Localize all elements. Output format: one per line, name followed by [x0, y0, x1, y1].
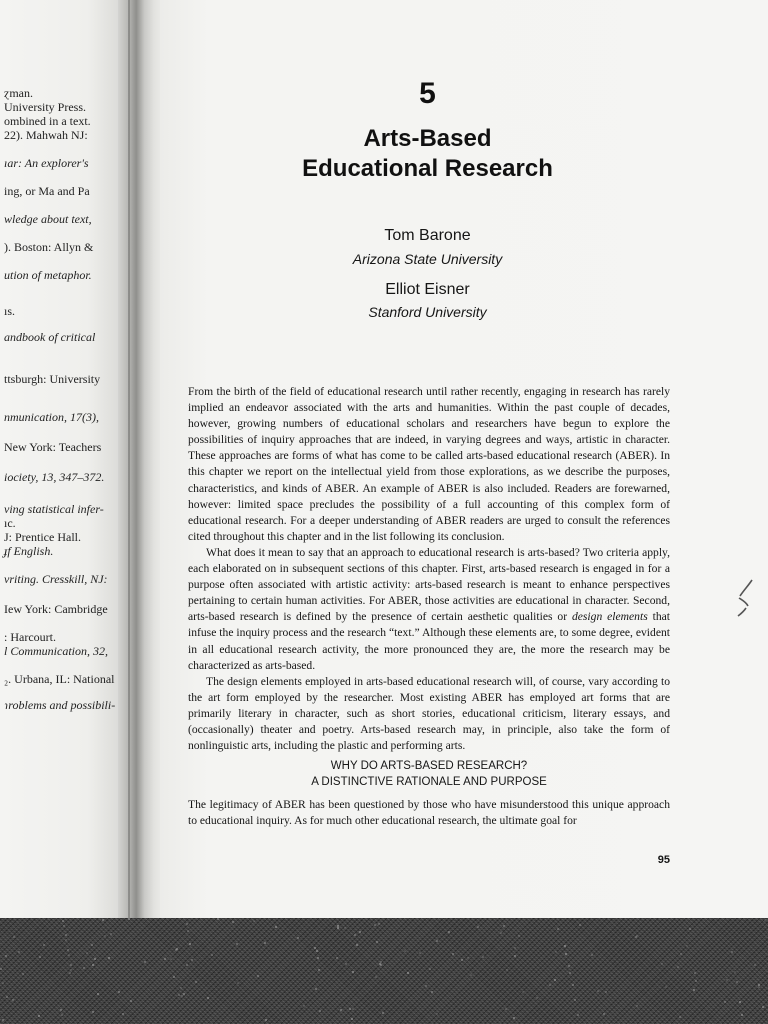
- scan-noise-speck: [431, 991, 433, 993]
- scan-noise-speck: [173, 976, 175, 978]
- scan-noise-speck: [94, 958, 96, 960]
- scan-noise-speck: [319, 1010, 321, 1012]
- scan-noise-speck: [436, 940, 438, 942]
- scan-noise-speck: [91, 944, 93, 946]
- scan-noise-speck: [180, 987, 182, 989]
- reference-fragment: ttsburgh: University: [4, 372, 101, 386]
- chapter-title-line-1: Arts-Based: [363, 125, 492, 152]
- scan-noise-speck: [467, 957, 469, 959]
- reference-fragment: ving statistical infer-: [4, 502, 104, 516]
- scan-noise-speck: [314, 947, 316, 949]
- scan-noise-speck: [181, 995, 183, 997]
- scan-noise-speck: [597, 990, 599, 992]
- scan-noise-speck: [92, 1011, 94, 1013]
- scan-noise-speck: [378, 923, 380, 925]
- scan-noise-speck: [68, 954, 70, 956]
- book-gutter: [118, 0, 166, 925]
- scan-noise-speck: [724, 1001, 726, 1003]
- scan-noise-speck: [186, 964, 188, 966]
- reference-fragment: 22). Mahwah NJ:: [4, 128, 88, 142]
- author-name: Tom Barone: [384, 227, 471, 244]
- scan-noise-speck: [356, 944, 358, 946]
- scan-noise-speck: [569, 972, 571, 974]
- scan-noise-speck: [60, 1009, 62, 1011]
- scan-noise-speck: [731, 951, 733, 953]
- scan-noise-speck: [170, 958, 172, 960]
- section-heading-line-2: A DISTINCTIVE RATIONALE AND PURPOSE: [311, 776, 547, 788]
- scan-noise-speck: [522, 991, 524, 993]
- scanner-background: [0, 918, 768, 1024]
- scan-noise-speck: [376, 941, 378, 943]
- scan-noise-speck: [448, 931, 450, 933]
- reference-fragment: ). Boston: Allyn &: [4, 240, 94, 254]
- scan-noise-speck: [514, 947, 516, 949]
- reference-fragment: New York: Teachers: [4, 440, 102, 454]
- scan-noise-speck: [579, 924, 581, 926]
- reference-fragment: nmunication, 17(3),: [4, 410, 99, 424]
- scan-noise-speck: [122, 1013, 124, 1015]
- reference-fragment: J: Prentice Hall.: [4, 530, 81, 544]
- scan-noise-speck: [237, 982, 239, 984]
- reference-fragment: l Communication, 32,: [4, 644, 108, 658]
- scan-noise-speck: [429, 968, 431, 970]
- scan-noise-speck: [419, 952, 421, 954]
- scan-noise-speck: [317, 957, 319, 959]
- scan-noise-speck: [316, 950, 318, 952]
- scan-noise-speck: [726, 979, 728, 981]
- scan-noise-speck: [189, 943, 191, 945]
- reference-fragment: Iew York: Cambridge: [4, 602, 108, 616]
- scan-noise-speck: [351, 1018, 353, 1020]
- scan-noise-speck: [636, 1005, 638, 1007]
- scan-noise-speck: [104, 935, 106, 937]
- scan-noise-speck: [65, 934, 67, 936]
- scan-noise-speck: [217, 918, 219, 920]
- scan-noise-speck: [178, 994, 180, 996]
- scan-noise-speck: [118, 991, 120, 993]
- paragraph: The legitimacy of ABER has been questioned by those who have misunderstood this unique approach to educational inquiry. As for much other educational research, the ultimate goal for: [188, 798, 670, 828]
- scan-noise-speck: [686, 945, 688, 947]
- reference-fragment: ɟf English.: [4, 544, 54, 558]
- scan-noise-speck: [500, 932, 502, 934]
- paragraph: From the birth of the field of educational research until rather recently, engaging in research has rarely implied an endeavor associated with the arts and humanities. Within the past couple of decades, however, growing numbers of educational scholars and researchers have begun to explore the possibilities of inquiry approaches that are indeed, in varying degrees and ways, artistic in character. These approaches are forms of what has come to be called arts-based educational research (ABER). In this chapter we report on the intellectual yield from those explorations, as we describe the purposes, characteristics, and kinds of ABER. An example of ABER is also included. Readers are forewarned, however: limited space precludes the possibility of a full accounting of this complex form of educational research. For a deeper understanding of ABER readers are urged to consult the references cited throughout this chapter and in the list following its conclusion.: [188, 385, 670, 543]
- scan-noise-speck: [97, 993, 99, 995]
- scan-noise-speck: [374, 924, 376, 926]
- scan-noise-speck: [736, 981, 738, 983]
- scan-noise-speck: [130, 1000, 132, 1002]
- scan-noise-speck: [65, 939, 67, 941]
- scan-noise-speck: [336, 957, 338, 959]
- scan-noise-speck: [564, 945, 566, 947]
- scan-noise-speck: [461, 959, 463, 961]
- scan-noise-speck: [352, 1008, 354, 1010]
- author-affiliation: Stanford University: [368, 304, 487, 320]
- scan-noise-speck: [764, 919, 766, 921]
- scan-noise-speck: [183, 993, 185, 995]
- scan-noise-speck: [102, 919, 104, 921]
- scan-noise-speck: [695, 980, 697, 982]
- scan-noise-speck: [380, 964, 382, 966]
- scan-noise-speck: [69, 972, 71, 974]
- scan-noise-speck: [5, 955, 7, 957]
- scan-noise-speck: [382, 1012, 384, 1014]
- scan-noise-speck: [257, 975, 259, 977]
- reference-fragment: ɀman.: [4, 86, 33, 100]
- reference-fragment: andbook of critical: [4, 330, 96, 344]
- scan-noise-speck: [265, 1019, 267, 1021]
- scan-noise-speck: [739, 1001, 741, 1003]
- scan-noise-speck: [754, 964, 756, 966]
- scan-noise-speck: [70, 964, 72, 966]
- scan-noise-speck: [680, 953, 682, 955]
- scan-noise-speck: [506, 969, 508, 971]
- scan-noise-speck: [207, 997, 209, 999]
- scan-noise-speck: [175, 949, 177, 951]
- scan-noise-speck: [86, 952, 88, 954]
- chapter-title: [160, 124, 695, 184]
- scan-noise-speck: [741, 1014, 743, 1016]
- scan-noise-speck: [635, 936, 637, 938]
- scan-noise-speck: [6, 996, 8, 998]
- scan-noise-speck: [164, 958, 166, 960]
- scan-noise-speck: [110, 933, 112, 935]
- scan-noise-speck: [318, 969, 320, 971]
- scan-noise-speck: [557, 928, 559, 930]
- scan-noise-speck: [62, 920, 64, 922]
- scan-noise-speck: [513, 1017, 515, 1019]
- scan-noise-speck: [340, 1009, 342, 1011]
- scan-noise-speck: [679, 1016, 681, 1018]
- scan-noise-speck: [264, 942, 266, 944]
- scan-noise-speck: [555, 951, 557, 953]
- scan-noise-speck: [603, 1013, 605, 1015]
- scan-noise-speck: [61, 1014, 63, 1016]
- scan-noise-speck: [108, 957, 110, 959]
- scan-noise-speck: [693, 989, 695, 991]
- scan-noise-speck: [734, 971, 736, 973]
- scan-noise-speck: [665, 986, 667, 988]
- scan-noise-speck: [345, 963, 347, 965]
- right-page: [160, 0, 768, 925]
- chapter-number: 5: [419, 77, 436, 110]
- scan-noise-speck: [187, 930, 189, 932]
- scan-noise-speck: [2, 982, 4, 984]
- reference-fragment: ing, or Ma and Pa: [4, 184, 90, 198]
- scan-noise-speck: [605, 991, 607, 993]
- scan-noise-speck: [344, 927, 346, 929]
- scan-noise-speck: [359, 931, 361, 933]
- section-heading-line-1: WHY DO ARTS-BASED RESEARCH?: [330, 760, 528, 772]
- reference-fragment: ombined in a text.: [4, 114, 91, 128]
- scan-noise-speck: [18, 951, 20, 953]
- scan-noise-speck: [565, 953, 567, 955]
- scan-noise-speck: [452, 953, 454, 955]
- scan-noise-speck: [63, 925, 65, 927]
- scan-noise-speck: [425, 985, 427, 987]
- scan-noise-speck: [677, 966, 679, 968]
- reference-fragment: ıar: An explorer's: [4, 156, 89, 170]
- emphasized-term: design elements: [571, 610, 648, 624]
- scan-noise-speck: [568, 965, 570, 967]
- scan-noise-speck: [83, 967, 85, 969]
- scan-noise-speck: [549, 984, 551, 986]
- scan-noise-speck: [591, 954, 593, 956]
- left-page-fragment: [0, 0, 125, 925]
- reference-fragment: University Press.: [4, 100, 86, 114]
- scan-noise-speck: [337, 927, 339, 929]
- scan-noise-speck: [352, 971, 354, 973]
- scan-noise-speck: [186, 923, 188, 925]
- reference-fragment: iociety, 13, 347–372.: [4, 470, 105, 484]
- scan-noise-speck: [70, 969, 72, 971]
- scan-noise-speck: [482, 956, 484, 958]
- scan-noise-speck: [13, 936, 15, 938]
- scan-noise-speck: [436, 1013, 438, 1015]
- scan-noise-speck: [232, 921, 234, 923]
- scan-noise-speck: [0, 968, 2, 970]
- scan-noise-speck: [574, 999, 576, 1001]
- scan-noise-speck: [762, 1006, 764, 1008]
- scan-noise-speck: [404, 950, 406, 952]
- scan-noise-speck: [354, 934, 356, 936]
- scan-noise-speck: [577, 1014, 579, 1016]
- scan-noise-speck: [12, 999, 14, 1001]
- scan-noise-speck: [518, 935, 520, 937]
- scan-noise-speck: [470, 974, 472, 976]
- scan-noise-speck: [536, 997, 538, 999]
- scan-noise-speck: [236, 943, 238, 945]
- scan-noise-speck: [39, 956, 41, 958]
- scan-noise-speck: [128, 918, 130, 920]
- scan-noise-speck: [67, 949, 69, 951]
- reference-fragment: ɿroblems and possibili-: [4, 698, 116, 712]
- scan-noise-speck: [92, 964, 94, 966]
- scan-noise-speck: [407, 972, 409, 974]
- pencil-mark-icon: [734, 578, 758, 618]
- scan-noise-speck: [275, 926, 277, 928]
- scan-noise-speck: [22, 973, 24, 975]
- scan-noise-speck: [554, 979, 556, 981]
- scan-noise-speck: [303, 1005, 305, 1007]
- scan-noise-speck: [477, 926, 479, 928]
- reference-fragment: ıc.: [4, 516, 16, 530]
- scan-noise-speck: [661, 963, 663, 965]
- scan-noise-speck: [505, 1008, 507, 1010]
- scan-noise-speck: [211, 954, 213, 956]
- scan-noise-speck: [315, 988, 317, 990]
- scan-noise-speck: [375, 976, 377, 978]
- paragraph-text: that infuse the inquiry process and the research “text.” Although these elements are, to some degree, evident in all educational research activity, the more pronounced they are, the more the research may be characterized as arts-based.: [188, 610, 671, 672]
- scan-noise-speck: [191, 959, 193, 961]
- author-name: Elliot Eisner: [385, 281, 470, 298]
- page-number: 95: [657, 854, 670, 866]
- reference-fragment: vriting. Cresskill, NJ:: [4, 572, 108, 586]
- body-text: [188, 384, 670, 754]
- reference-fragment: ₂. Urbana, IL: National: [4, 672, 115, 686]
- paragraph: [188, 545, 670, 674]
- section-heading: [188, 758, 670, 790]
- reference-fragment: : Harcourt.: [4, 630, 56, 644]
- scan-noise-speck: [572, 984, 574, 986]
- body-text: [188, 797, 670, 829]
- author-affiliation: Arizona State University: [352, 251, 503, 267]
- scan-noise-speck: [297, 937, 299, 939]
- scan-noise-speck: [253, 920, 255, 922]
- paragraph-text: What does it mean to say that an approach to educational research is arts-based? Two criteria apply, each elaborated on in subsequent sections of this chapter. First, arts-based research is engaged in for a purpose often associated with artistic activity: arts-based research is meant to enhance perspectives pertaining to certain human activities. For ABER, those activities are educational in character. Second, arts-based research is defined by the presence of certain aesthetic qualities or: [188, 545, 670, 624]
- scan-noise-speck: [195, 981, 197, 983]
- scan-noise-speck: [503, 925, 505, 927]
- chapter-title-line-2: Educational Research: [302, 155, 553, 182]
- scan-noise-speck: [694, 972, 696, 974]
- scan-noise-speck: [38, 1015, 40, 1017]
- scan-noise-speck: [380, 961, 382, 963]
- scan-noise-speck: [758, 986, 760, 988]
- reference-fragment: ution of metaphor.: [4, 268, 92, 282]
- scan-noise-speck: [43, 944, 45, 946]
- scan-noise-speck: [144, 961, 146, 963]
- scan-noise-speck: [689, 928, 691, 930]
- scan-noise-speck: [349, 1008, 351, 1010]
- scan-noise-speck: [514, 955, 516, 957]
- paragraph: The design elements employed in arts-based educational research will, of course, vary according to the art form employed by the researcher. Most existing ABER has employed art forms that are primarily literary in character, such as short stories, educational criticism, literary essays, and (occasionally) theater and poetry. Arts-based research may, in principle, also take the form of nonlinguistic arts, including the plastic and performing arts.: [188, 674, 670, 753]
- scan-noise-speck: [337, 925, 339, 927]
- scan-noise-speck: [2, 1019, 4, 1021]
- reference-fragment: ıs.: [4, 304, 16, 318]
- reference-fragment: wledge about text,: [4, 212, 92, 226]
